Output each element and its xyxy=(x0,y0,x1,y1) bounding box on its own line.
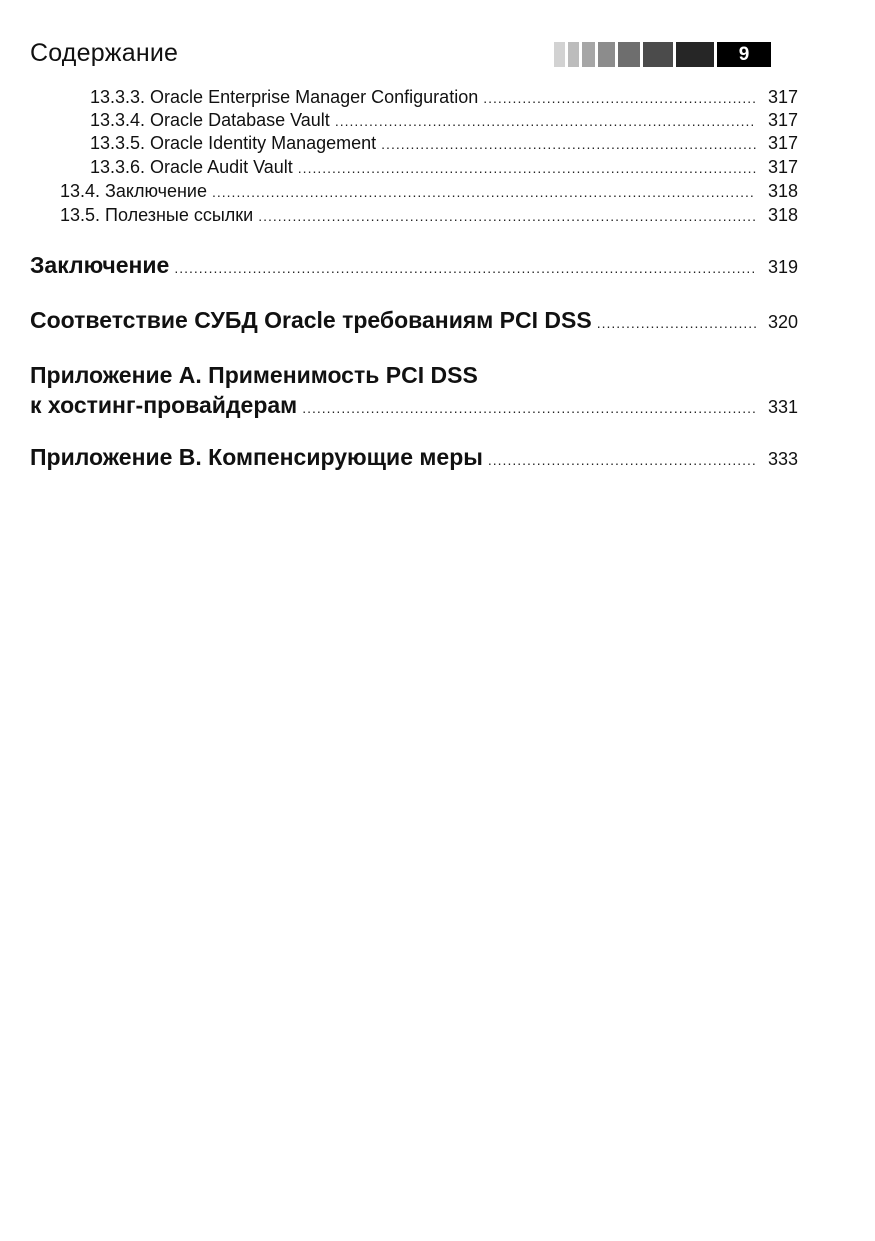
toc-chapter-page: 320 xyxy=(767,312,798,332)
bar-segment xyxy=(618,42,640,67)
toc-entry-label: 13.3.4. Oracle Database Vault xyxy=(90,110,330,130)
dot-leader xyxy=(335,110,756,132)
dot-leader xyxy=(488,446,756,474)
toc-entry-label: 13.3.3. Oracle Enterprise Manager Configuration xyxy=(90,87,479,107)
toc-entry-label: 13.3.5. Oracle Identity Management xyxy=(90,133,377,153)
page-number-badge xyxy=(717,42,771,67)
dot-leader xyxy=(298,157,756,179)
toc-chapter-page: 319 xyxy=(767,257,798,277)
toc-entry[interactable] xyxy=(90,86,798,109)
page-number: 9 xyxy=(738,43,750,65)
bar-segment xyxy=(582,42,595,67)
toc-entry-page: 317 xyxy=(767,110,798,130)
bar-segment xyxy=(554,42,565,67)
toc-entry-page: 317 xyxy=(767,133,798,153)
bar-segment xyxy=(568,42,579,67)
bar-segment xyxy=(676,42,714,67)
toc-entry[interactable] xyxy=(90,109,798,132)
toc-entry-label: 13.3.6. Oracle Audit Vault xyxy=(90,157,293,177)
toc-chapter[interactable] xyxy=(30,251,798,282)
toc-entry-label: 13.4. Заключение xyxy=(60,181,207,201)
bar-segment xyxy=(598,42,615,67)
toc-chapter-label: Заключение xyxy=(30,252,170,278)
toc-entry[interactable] xyxy=(90,132,798,155)
dot-leader xyxy=(212,181,756,203)
toc-entry[interactable] xyxy=(60,180,798,203)
toc-entry-page: 317 xyxy=(767,87,798,107)
toc-chapter-label: к хостинг-провайдерам xyxy=(30,392,298,418)
dot-leader xyxy=(597,309,756,337)
dot-leader xyxy=(302,394,756,422)
page-title: Содержание xyxy=(30,39,179,67)
toc-chapter[interactable] xyxy=(30,306,798,337)
toc-chapter-page: 333 xyxy=(767,449,798,469)
toc-entry-page: 318 xyxy=(767,205,798,225)
toc-chapter-page: 331 xyxy=(767,397,798,417)
toc-entry[interactable] xyxy=(90,156,798,179)
dot-leader xyxy=(174,254,756,282)
toc-entry-page: 318 xyxy=(767,181,798,201)
toc-chapter[interactable] xyxy=(30,443,798,474)
toc-chapter-label: Приложение B. Компенсирующие меры xyxy=(30,444,483,470)
dot-leader xyxy=(483,87,756,109)
header-gradient-bar xyxy=(554,42,771,67)
toc-chapter[interactable] xyxy=(30,391,798,422)
dot-leader xyxy=(381,133,756,155)
toc-chapter-label: Соответствие СУБД Oracle требованиям PCI DSS xyxy=(30,307,592,333)
toc-entry-label: 13.5. Полезные ссылки xyxy=(60,205,254,225)
toc-chapter-label-line1[interactable]: Приложение А. Применимость PCI DSS xyxy=(30,362,478,388)
toc-entry[interactable] xyxy=(60,204,798,227)
bar-segment xyxy=(643,42,673,67)
dot-leader xyxy=(258,205,756,227)
toc-entry-page: 317 xyxy=(767,157,798,177)
